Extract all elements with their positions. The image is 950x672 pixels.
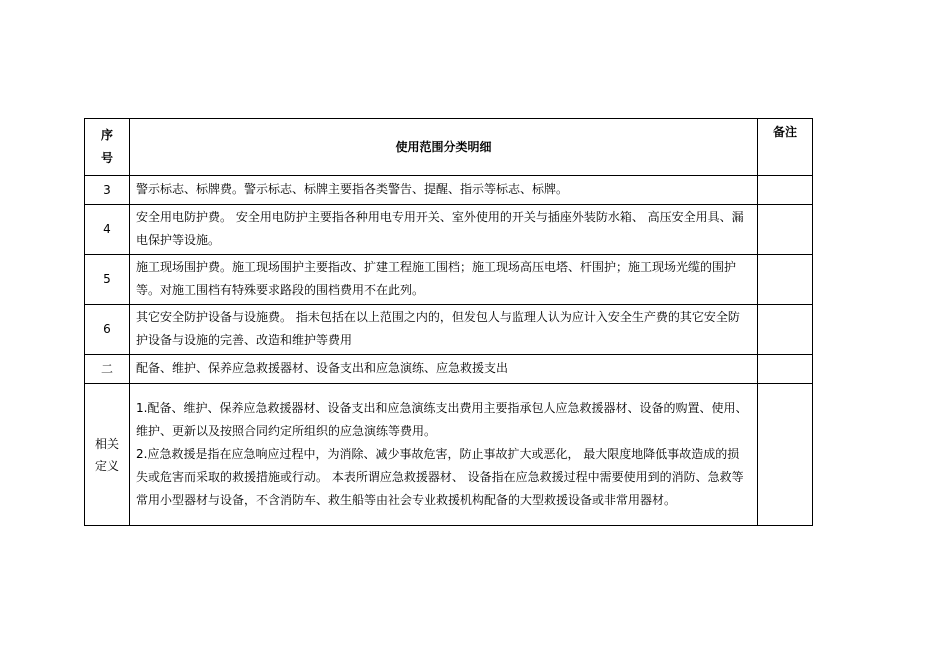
- row-note: [758, 205, 813, 255]
- row-seq: 5: [85, 255, 130, 305]
- table-row: [85, 176, 813, 205]
- definition-para-1: 1.配备、维护、保养应急救援器材、设备支出和应急演练支出费用主要指承包人应急救援器材、设备的购置、使用、维护、更新以及按照合同约定所组织的应急演练等费用。: [136, 400, 748, 438]
- table-row: [85, 305, 813, 355]
- definition-para-2: 2.应急救援是指在应急响应过程中，为消除、减少事故危害，防止事故扩大或恶化， 最大限度地降低事故造成的损失或危害而采取的救援措施或行动。 本表所谓应急救援器材、 设备指在应急救援过程中需要使用到的消防、急救等常用小型器材与设备，不含消防车、救生船等由社会专业救援机构配备的大型救援设备或非常用器材。: [136, 446, 744, 507]
- table-row: [85, 355, 813, 384]
- header-desc: 使用范围分类明细: [130, 119, 758, 176]
- row-desc: 安全用电防护费。 安全用电防护主要指各种用电专用开关、室外使用的开关与插座外装防水箱、 高压安全用具、漏电保护等设施。: [130, 205, 758, 255]
- header-note: 备注: [758, 119, 813, 176]
- row-seq: 4: [85, 205, 130, 255]
- row-note: [758, 176, 813, 205]
- table-row: [85, 255, 813, 305]
- row-seq: 6: [85, 305, 130, 355]
- row-desc: 配备、维护、保养应急救援器材、设备支出和应急演练、应急救援支出: [130, 355, 758, 384]
- row-note: [758, 355, 813, 384]
- definition-row: [85, 384, 813, 526]
- table-row: [85, 205, 813, 255]
- definition-seq-line2: 定义: [94, 458, 119, 473]
- header-seq-line1: 序: [100, 128, 113, 142]
- row-note: [758, 305, 813, 355]
- row-desc: 其它安全防护设备与设施费。 指未包括在以上范围之内的，但发包人与监理人认为应计入安全生产费的其它安全防护设备与设施的完善、改造和维护等费用: [130, 305, 758, 355]
- definition-seq-line1: 相关: [94, 436, 119, 451]
- definition-note: [758, 384, 813, 526]
- row-note: [758, 255, 813, 305]
- definition-desc: [130, 384, 758, 526]
- header-seq-line2: 号: [100, 151, 113, 165]
- header-seq: [85, 119, 130, 176]
- usage-scope-table: [84, 118, 813, 526]
- row-seq: 二: [85, 355, 130, 384]
- table-header-row: [85, 119, 813, 176]
- row-desc: 警示标志、标牌费。警示标志、标牌主要指各类警告、提醒、指示等标志、标牌。: [130, 176, 758, 205]
- definition-seq: [85, 384, 130, 526]
- row-desc: 施工现场围护费。施工现场围护主要指改、扩建工程施工围档；施工现场高压电塔、杆围护；施工现场光缆的围护等。对施工围档有特殊要求路段的围档费用不在此列。: [130, 255, 758, 305]
- row-seq: 3: [85, 176, 130, 205]
